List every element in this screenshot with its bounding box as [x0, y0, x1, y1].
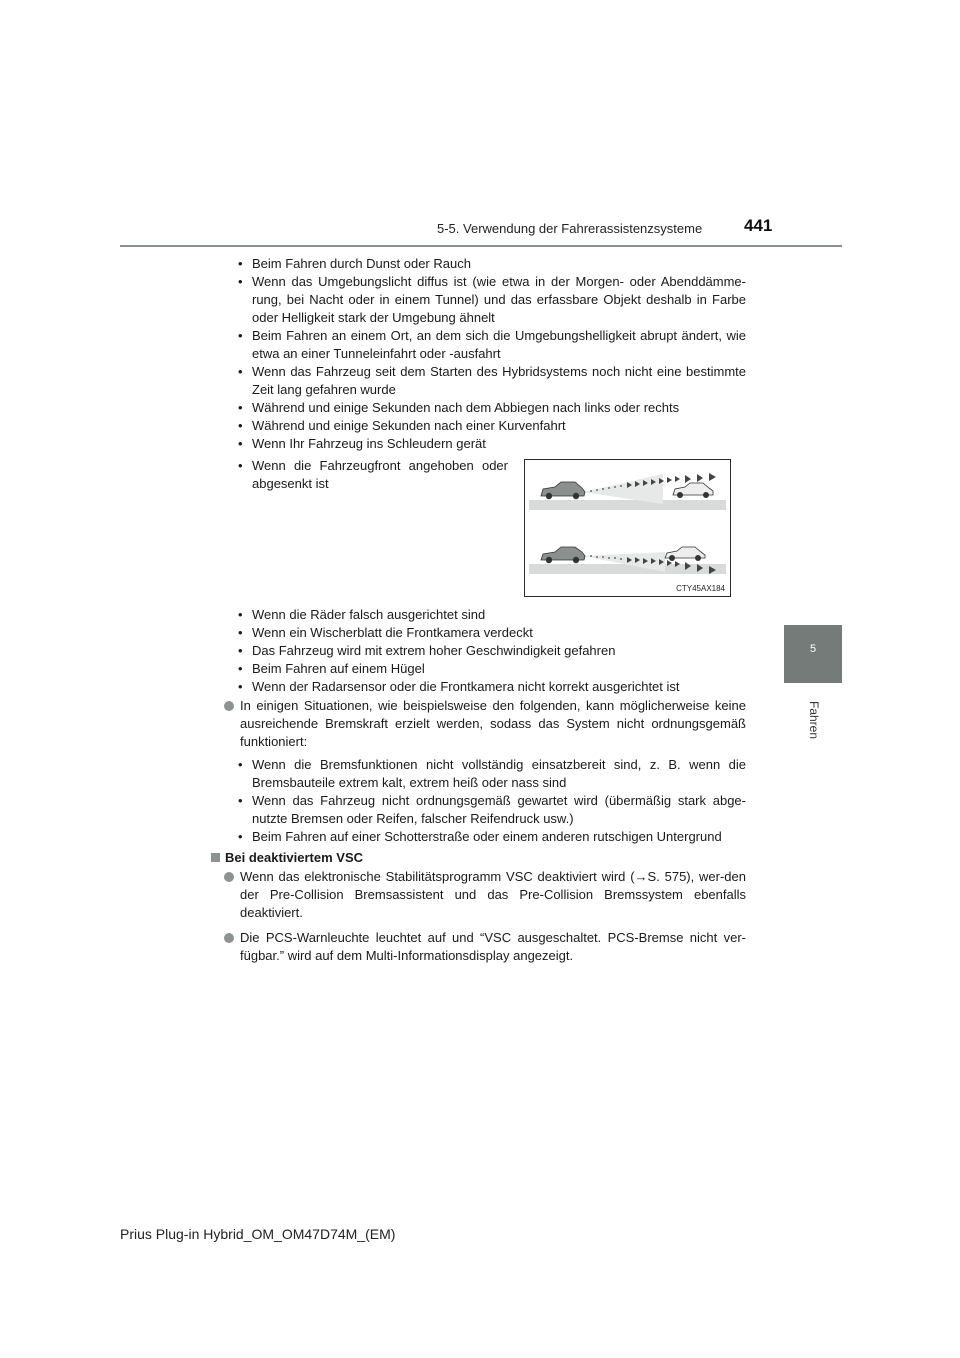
footer-model-id: Prius Plug-in Hybrid_OM_OM47D74M_(EM): [120, 1226, 396, 1242]
circle-bullet-icon: [224, 933, 234, 943]
vsc-note-1: [224, 868, 746, 922]
list-item: • Wenn das Umgebungslicht diffus ist (wie etwa in der Morgen- oder Abenddämme-rung, bei Nacht oder in einem Tunnel) und das erfassbare Objekt deshalb in Farbe oder Helligkeit stark der Umgebung ähnelt: [238, 273, 746, 327]
list-item: • Wenn ein Wischerblatt die Frontkamera verdeckt: [238, 624, 746, 642]
list-item: • Beim Fahren durch Dunst oder Rauch: [238, 255, 746, 273]
vehicle-pitch-diagram: [525, 460, 730, 596]
list-item: • Während und einige Sekunden nach einer Kurvenfahrt: [238, 417, 746, 435]
note-text: Die PCS-Warnleuchte leuchtet auf und “VSC ausgeschaltet. PCS-Bremse nicht ver-fügbar.” wird auf dem Multi-Informationsdisplay angezeigt.: [240, 930, 746, 963]
heading-item: [211, 849, 746, 867]
chapter-tab[interactable]: [784, 625, 842, 683]
top-bullet-list: [238, 255, 746, 453]
list-item: • Während und einige Sekunden nach dem Abbiegen nach links oder rechts: [238, 399, 746, 417]
vehicle-pitch-illustration: [524, 459, 731, 597]
vsc-note-2: [224, 929, 746, 965]
own-car-top: [541, 482, 585, 499]
list-item: • Beim Fahren auf einem Hügel: [238, 660, 746, 678]
section-title: 5-5. Verwendung der Fahrerassistenzsysteme: [437, 221, 703, 236]
chapter-number: 5: [809, 643, 817, 655]
note-item: [224, 929, 746, 965]
brake-bullet-list: [238, 756, 746, 846]
target-car-top: [673, 483, 713, 498]
list-item: • Beim Fahren auf einer Schotterstraße oder einem anderen rutschigen Untergrund: [238, 828, 746, 846]
road-bottom: [529, 564, 726, 574]
note-text: Wenn das elektronische Stabilitätsprogramm VSC deaktiviert wird (→S. 575), wer-den der Pre-Collision Bremsassistent und das Pre-Collision Bremssystem ebenfalls deaktiviert.: [240, 869, 746, 920]
page-number: 441: [744, 216, 773, 235]
target-car-bottom: [665, 547, 705, 561]
brake-note: [224, 697, 746, 751]
figure-code: CTY45AX184: [676, 584, 725, 593]
list-item: • Wenn Ihr Fahrzeug ins Schleudern gerät: [238, 435, 746, 453]
circle-bullet-icon: [224, 701, 234, 711]
note-item: [224, 868, 746, 922]
note-item: [224, 697, 746, 751]
circle-bullet-icon: [224, 872, 234, 882]
note-text: In einigen Situationen, wie beispielsweise den folgenden, kann möglicherweise keine ausreichende Bremskraft erzielt werden, sodass das System nicht ordnungsgemäß funktioniert:: [240, 698, 746, 749]
radar-beam-top: [583, 474, 663, 504]
header-divider: [120, 245, 842, 247]
road-top: [529, 500, 726, 510]
list-item: • Wenn die Fahrzeugfront angehoben oder abgesenkt ist: [238, 457, 508, 493]
list-item: • Beim Fahren an einem Ort, an dem sich die Umgebungshelligkeit abrupt ändert, wie etwa an einer Tunneleinfahrt oder -ausfahrt: [238, 327, 746, 363]
chapter-label-box: [807, 690, 821, 750]
list-item: • Wenn die Räder falsch ausgerichtet sind: [238, 606, 746, 624]
middle-bullet-list: [238, 606, 746, 696]
square-bullet-icon: [211, 853, 220, 862]
list-item: • Wenn das Fahrzeug nicht ordnungsgemäß gewartet wird (übermäßig stark abge-nutzte Bremsen oder Reifen, falscher Reifendruck usw.): [238, 792, 746, 828]
own-car-bottom: [541, 547, 585, 563]
list-item: • Wenn die Bremsfunktionen nicht vollständig einsatzbereit sind, z. B. wenn die Bremsbauteile extrem kalt, extrem heiß oder nass sind: [238, 756, 746, 792]
figure-bullet-list: [238, 457, 508, 493]
list-item: • Wenn das Fahrzeug seit dem Starten des Hybridsystems noch nicht eine bestimmte Zeit lang gefahren wurde: [238, 363, 746, 399]
list-item: • Das Fahrzeug wird mit extrem hoher Geschwindigkeit gefahren: [238, 642, 746, 660]
list-item: • Wenn der Radarsensor oder die Frontkamera nicht korrekt ausgerichtet ist: [238, 678, 746, 696]
vsc-heading-text: Bei deaktiviertem VSC: [225, 850, 364, 865]
chapter-label: Fahren: [807, 700, 821, 740]
vsc-heading: [211, 849, 746, 867]
